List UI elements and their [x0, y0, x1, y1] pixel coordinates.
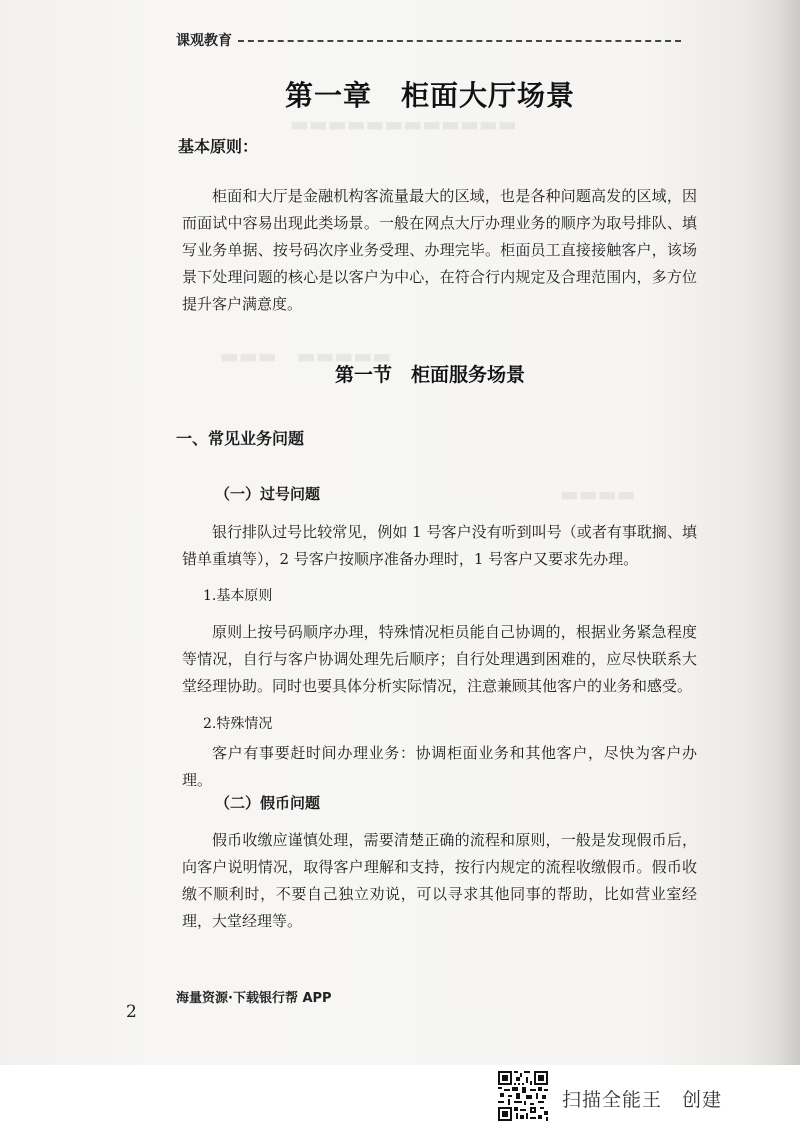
chapter-title: 第一章 柜面大厅场景: [284, 79, 575, 112]
missed-number-intro: 银行排队过号比较常见，例如 1 号客户没有听到叫号（或者有事耽搁、填错单重填等），2 号客户按顺序准备办理时，1 号客户又要求先办理。: [182, 523, 697, 568]
section-title: 第一节 柜面服务场景: [334, 364, 525, 386]
header-dashed-rule: [238, 40, 681, 42]
binding-shadow: [740, 0, 800, 1132]
principle-paragraph: 柜面和大厅是金融机构客流量最大的区域，也是各种问题高发的区域，因而面试中容易出现此类场景。一般在网点大厅办理业务的顺序为取号排队、填写业务单据、按号码次序业务受理、办理完毕。柜面员工直接接触客户，该场景下处理问题的核心是以客户为中心，在符合行内规定及合理范围内，多方位提升客户满意度。: [182, 187, 697, 313]
header-brand: 课观教育: [176, 33, 232, 49]
heading-missed-number: （一）过号问题: [215, 485, 321, 503]
show-through-text: ▬▬▬▬: [560, 482, 636, 506]
counterfeit-paragraph: 假币收缴应谨慎处理，需要清楚正确的流程和原则，一般是发现假币后，向客户说明情况，取得客户理解和支持，按行内规定的流程收缴假币。假币收缴不顺利时，不要自己独立劝说，可以寻求其他同事的帮助，比如营业室经理，大堂经理等。: [182, 831, 697, 930]
principle-heading: 基本原则：: [178, 137, 259, 156]
heading-special-case: 2.特殊情况: [203, 716, 273, 732]
heading-counterfeit: （二）假币问题: [215, 794, 321, 812]
heading-basic-principle: 1.基本原则: [203, 588, 273, 604]
footer-promo: 海量资源·下载银行帮 APP: [176, 991, 332, 1006]
heading-common-issues: 一、常见业务问题: [176, 429, 305, 448]
scanner-app-label: 扫描全能王 创建: [562, 1089, 723, 1111]
show-through-text: ▬▬▬▬▬▬▬▬▬▬▬▬: [290, 112, 517, 136]
special-case-paragraph: 客户有事要赶时间办理业务：协调柜面业务和其他客户，尽快为客户办理。: [182, 744, 697, 789]
page-number: 2: [126, 1002, 137, 1022]
show-through-text: ▬▬▬ ▬▬▬▬▬: [220, 344, 392, 368]
qr-code-icon: [498, 1071, 548, 1121]
running-header: [176, 30, 681, 52]
basic-principle-paragraph: 原则上按号码顺序办理，特殊情况柜员能自己协调的，根据业务紧急程度等情况，自行与客户协调处理先后顺序；自行处理遇到困难的，应尽快联系大堂经理协助。同时也要具体分析实际情况，注意兼顾其他客户的业务和感受。: [182, 623, 697, 695]
